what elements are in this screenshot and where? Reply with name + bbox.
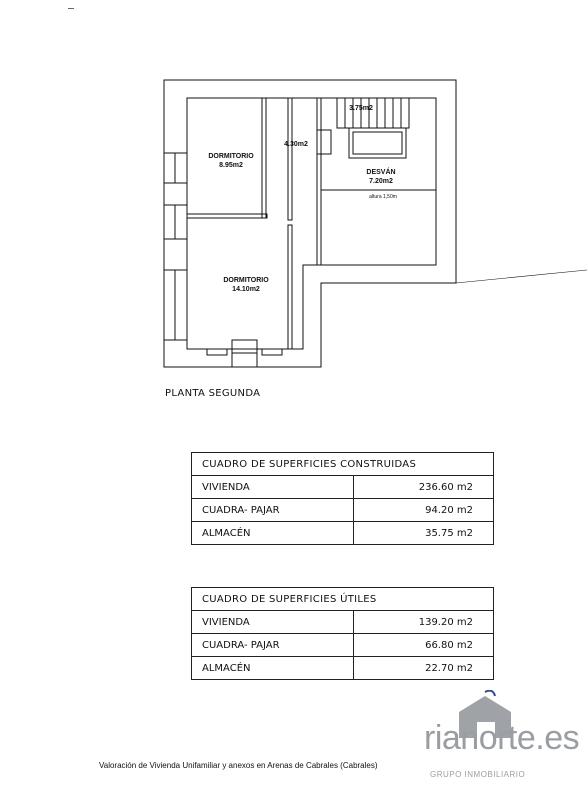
row-label: VIVIENDA [192, 611, 354, 634]
partition-wall-5 [317, 98, 321, 265]
stair-block [337, 98, 409, 128]
table-header: CUADRO DE SUPERFICIES CONSTRUIDAS [192, 453, 494, 476]
room-attic [356, 168, 406, 186]
row-value: 139.20 m2 [353, 611, 493, 634]
row-label: ALMACÉN [192, 657, 354, 680]
row-value: 22.70 m2 [353, 657, 493, 680]
outer-wall [164, 80, 456, 367]
room-area: 8.95m2 [219, 162, 243, 169]
room-area: 4.30m2 [284, 141, 308, 148]
room-bedroom-2 [216, 276, 276, 294]
room-hall [276, 140, 316, 149]
plan-title: PLANTA SEGUNDA [165, 388, 261, 399]
room-stair [341, 104, 381, 113]
built-areas-table [191, 452, 494, 545]
table-header: CUADRO DE SUPERFICIES ÚTILES [192, 588, 494, 611]
table-row [192, 611, 494, 634]
row-value: 236.60 m2 [353, 476, 493, 499]
room-area: 3.75m2 [349, 105, 373, 112]
row-label: ALMACÉN [192, 522, 354, 545]
footer-text: Valoración de Vivienda Unifamiliar y anexos en Arenas de Cabrales (Cabrales) [99, 761, 378, 770]
room-name: DORMITORIO [223, 277, 269, 284]
door-frame [317, 130, 331, 154]
partition-wall-2 [187, 214, 267, 218]
logo-subtitle: GRUPO INMOBILIARIO [430, 770, 526, 779]
room-name: DORMITORIO [208, 153, 254, 160]
table-row [192, 476, 494, 499]
partition-wall-1 [262, 98, 266, 218]
row-label: CUADRA- PAJAR [192, 634, 354, 657]
room-note: altura 1,50m [369, 194, 397, 200]
row-label: CUADRA- PAJAR [192, 499, 354, 522]
inner-wall [187, 98, 436, 349]
floor-plan-drawing [0, 0, 587, 380]
sill-2 [262, 349, 282, 355]
usable-areas-table [191, 587, 494, 680]
table-row [192, 522, 494, 545]
row-value: 66.80 m2 [353, 634, 493, 657]
room-bedroom-1 [201, 152, 261, 170]
partition-wall-3 [288, 98, 292, 220]
row-value: 35.75 m2 [353, 522, 493, 545]
table-row [192, 634, 494, 657]
room-area: 7.20m2 [369, 178, 393, 185]
table-row [192, 499, 494, 522]
row-value: 94.20 m2 [353, 499, 493, 522]
room-area: 14.10m2 [232, 286, 260, 293]
row-label: VIVIENDA [192, 476, 354, 499]
sill-1 [207, 349, 227, 355]
site-line [456, 270, 587, 283]
table-row [192, 657, 494, 680]
logo-name: rianorte.es [424, 719, 580, 757]
partition-wall-4 [288, 225, 292, 349]
attic-height-note [358, 193, 408, 202]
room-name: DESVÁN [366, 169, 396, 176]
